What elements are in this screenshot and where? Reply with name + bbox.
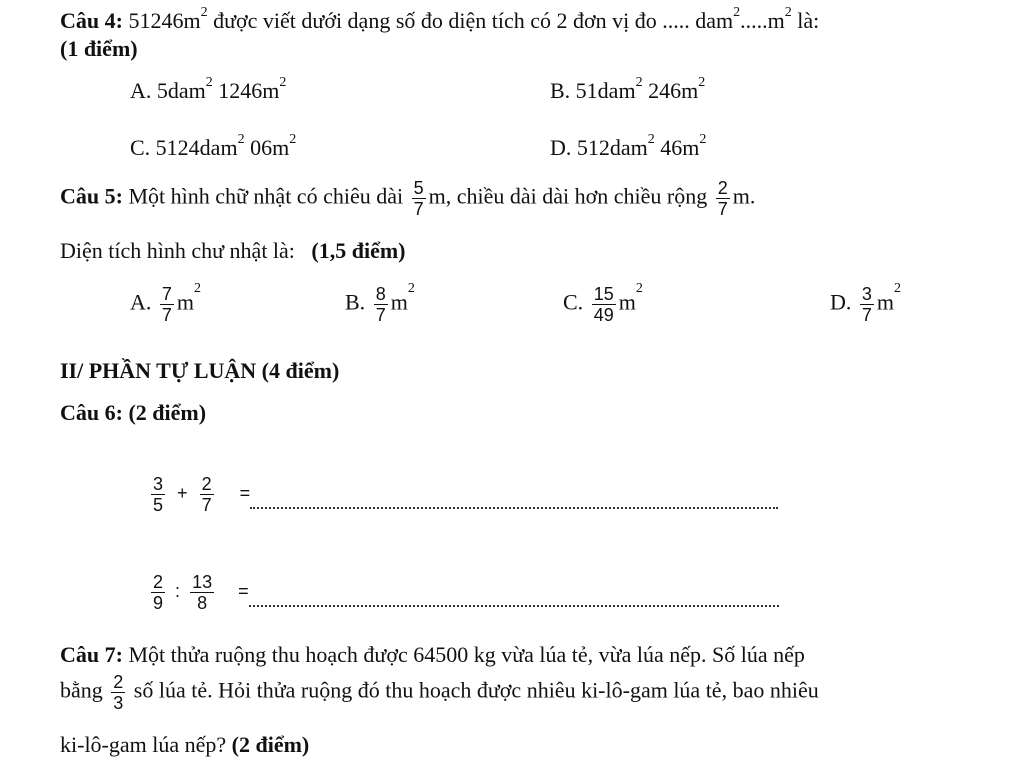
unit: m bbox=[176, 289, 195, 315]
q4-option-b bbox=[550, 75, 706, 104]
question-7-points: (2 điểm) bbox=[231, 732, 310, 757]
numerator: 2 bbox=[717, 178, 728, 198]
sup: 2 bbox=[784, 5, 792, 20]
q7-text-b-pre: bằng bbox=[60, 677, 109, 703]
fraction bbox=[151, 474, 165, 515]
operator: : bbox=[175, 581, 181, 602]
question-6-label: Câu 6: (2 điểm) bbox=[60, 400, 207, 425]
numerator: 2 bbox=[201, 474, 212, 494]
sup: 2 bbox=[289, 132, 297, 147]
question-5-line-2 bbox=[60, 238, 406, 264]
option-text: 46m bbox=[654, 135, 700, 160]
sup: 2 bbox=[635, 281, 643, 296]
part-2-title: II/ PHẦN TỰ LUẬN (4 điểm) bbox=[60, 358, 340, 383]
answer-blank[interactable] bbox=[249, 605, 779, 607]
question-5-line bbox=[60, 178, 755, 219]
question-7-line-2 bbox=[60, 672, 819, 713]
question-7-label: Câu 7: bbox=[60, 642, 123, 667]
fraction bbox=[374, 284, 388, 325]
q6-expression-1 bbox=[148, 474, 778, 515]
fraction bbox=[160, 284, 174, 325]
unit: m bbox=[876, 289, 895, 315]
fraction bbox=[592, 284, 616, 325]
question-7-line-3 bbox=[60, 732, 309, 758]
fraction bbox=[412, 178, 426, 219]
q5-option-d bbox=[830, 281, 902, 325]
denominator: 7 bbox=[413, 199, 424, 219]
option-letter: B. bbox=[345, 289, 366, 315]
fraction bbox=[151, 572, 165, 613]
sup: 2 bbox=[194, 281, 202, 296]
operator: + bbox=[177, 483, 188, 504]
numerator: 15 bbox=[593, 284, 614, 304]
q5-text-b: m, chiều dài dài hơn chiều rộng bbox=[428, 183, 713, 209]
sup: 2 bbox=[698, 75, 706, 90]
numerator: 2 bbox=[153, 572, 164, 592]
q4-option-c bbox=[130, 132, 297, 161]
q7-text-c: ki-lô-gam lúa nếp? bbox=[60, 732, 232, 757]
denominator: 7 bbox=[717, 199, 728, 219]
fraction bbox=[190, 572, 214, 613]
unit: m bbox=[390, 289, 408, 315]
option-text: A. 5dam bbox=[130, 78, 206, 103]
sup: 2 bbox=[237, 132, 245, 147]
unit: m bbox=[618, 289, 636, 315]
q5-option-a bbox=[130, 281, 202, 325]
sup: 2 bbox=[407, 281, 415, 296]
option-text: B. 51dam bbox=[550, 78, 636, 103]
denominator: 3 bbox=[113, 693, 124, 713]
question-4-label: Câu 4: bbox=[60, 8, 123, 33]
q4-text-a: 51246m bbox=[122, 8, 201, 33]
sup: 2 bbox=[635, 75, 643, 90]
fraction bbox=[111, 672, 125, 713]
option-text: 06m bbox=[244, 135, 290, 160]
denominator: 49 bbox=[593, 305, 614, 325]
question-4-points: (1 điểm) bbox=[60, 36, 138, 61]
sup: 2 bbox=[894, 281, 902, 296]
option-letter: C. bbox=[563, 289, 584, 315]
denominator: 7 bbox=[201, 495, 212, 515]
q4-option-a bbox=[130, 75, 287, 104]
sup: 2 bbox=[699, 132, 707, 147]
sup: 2 bbox=[279, 75, 287, 90]
question-5-label: Câu 5: bbox=[60, 183, 123, 209]
q7-text-b-post: số lúa tẻ. Hỏi thửa ruộng đó thu hoạch được nhiêu ki-lô-gam lúa tẻ, bao nhiêu bbox=[128, 677, 819, 703]
sup: 2 bbox=[205, 75, 213, 90]
denominator: 7 bbox=[375, 305, 386, 325]
q5-text-a: Một hình chữ nhật có chiêu dài bbox=[122, 183, 409, 209]
sup: 2 bbox=[200, 5, 208, 20]
q5-option-c bbox=[563, 281, 643, 325]
question-5-points: (1,5 điểm) bbox=[311, 238, 406, 263]
numerator: 13 bbox=[192, 572, 213, 592]
q7-text-a: Một thửa ruộng thu hoạch được 64500 kg vừa lúa tẻ, vừa lúa nếp. Số lúa nếp bbox=[122, 642, 805, 667]
numerator: 5 bbox=[413, 178, 424, 198]
q5-text-c: m. bbox=[732, 183, 756, 209]
denominator: 7 bbox=[161, 305, 172, 325]
denominator: 8 bbox=[197, 593, 208, 613]
numerator: 3 bbox=[861, 284, 872, 304]
denominator: 9 bbox=[153, 593, 164, 613]
option-text: 246m bbox=[642, 78, 699, 103]
denominator: 7 bbox=[861, 305, 872, 325]
option-text: 1246m bbox=[212, 78, 280, 103]
numerator: 7 bbox=[161, 284, 172, 304]
sup: 2 bbox=[647, 132, 655, 147]
q4-option-d bbox=[550, 132, 707, 161]
answer-blank[interactable] bbox=[250, 507, 778, 509]
numerator: 8 bbox=[375, 284, 386, 304]
fraction bbox=[716, 178, 730, 219]
equals-sign: = bbox=[239, 483, 251, 504]
denominator: 5 bbox=[153, 495, 164, 515]
option-letter: A. bbox=[130, 289, 152, 315]
option-letter: D. bbox=[830, 289, 852, 315]
q5-line2-text: Diện tích hình chư nhật là: bbox=[60, 238, 295, 263]
numerator: 3 bbox=[153, 474, 164, 494]
fraction bbox=[860, 284, 874, 325]
option-text: C. 5124dam bbox=[130, 135, 238, 160]
fraction bbox=[200, 474, 214, 515]
q5-option-b bbox=[345, 281, 415, 325]
question-4-line bbox=[60, 5, 820, 34]
q4-text-c: .....m bbox=[740, 8, 785, 33]
q4-text-b: được viết dưới dạng số đo diện tích có 2 đơn vị đo ..... dam bbox=[207, 8, 734, 33]
equals-sign: = bbox=[238, 581, 249, 602]
q6-expression-2 bbox=[148, 572, 779, 613]
option-text: D. 512dam bbox=[550, 135, 648, 160]
numerator: 2 bbox=[113, 672, 124, 692]
question-7-line-1 bbox=[60, 642, 805, 668]
sup: 2 bbox=[733, 5, 741, 20]
q4-text-d: là: bbox=[791, 8, 820, 33]
